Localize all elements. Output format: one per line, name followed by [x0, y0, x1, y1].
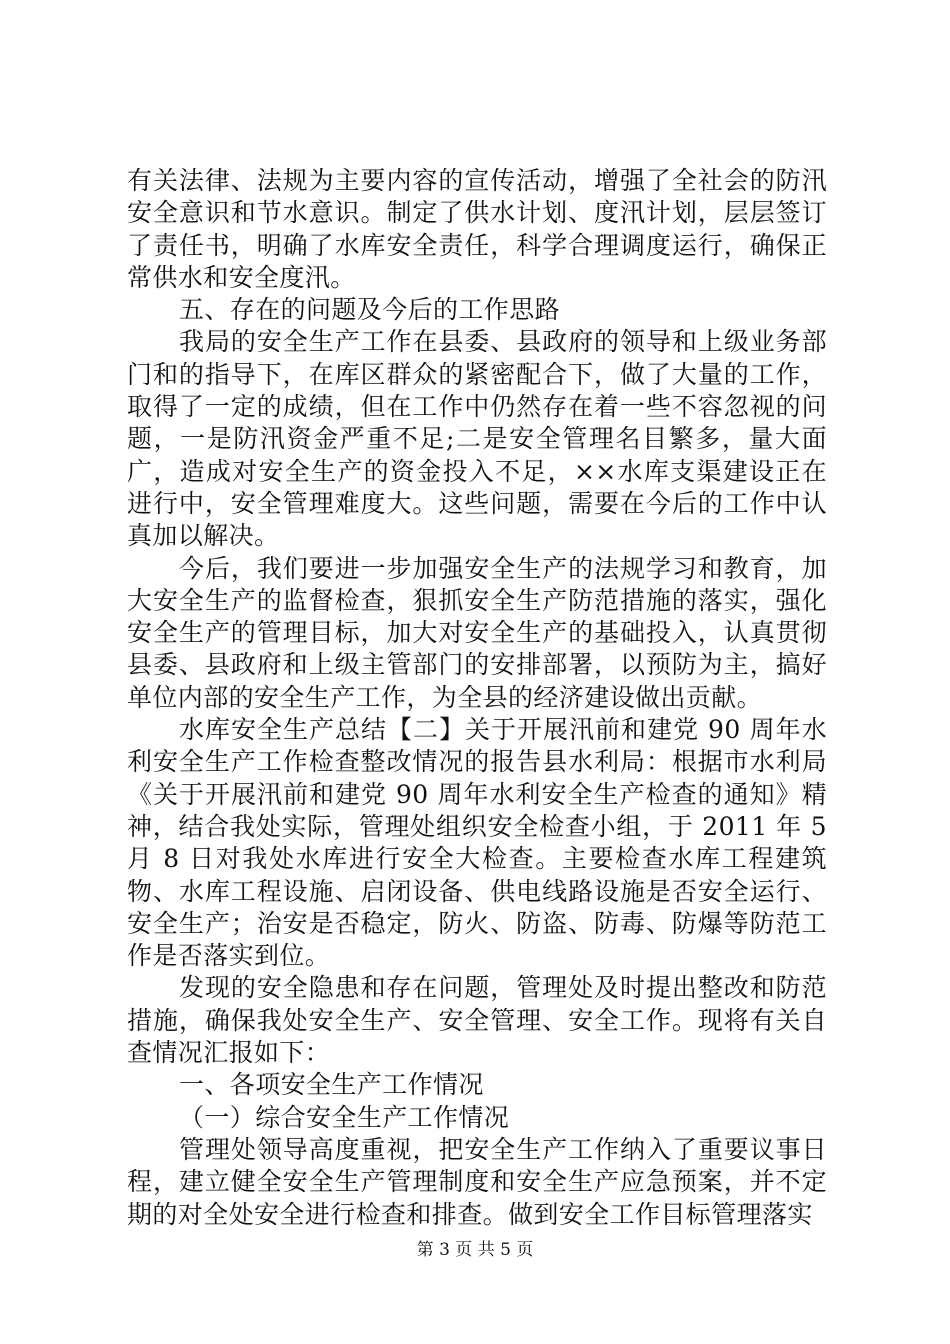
subsection-heading: （一）综合安全生产工作情况 [179, 1102, 510, 1132]
paragraph: 发现的安全隐患和存在问题，管理处及时提出整改和防范措施，确保我处安全生产、安全管理、安全工作。现将有关自查情况汇报如下： [127, 973, 827, 1068]
section-heading: 一、各项安全生产工作情况 [179, 1070, 484, 1100]
section-heading: 五、存在的问题及今后的工作思路 [179, 295, 561, 325]
paragraph: 管理处领导高度重视，把安全生产工作纳入了重要议事日程，建立健全安全生产管理制度和安全生产应急预案，并不定期的对全处安全进行检查和排查。做到安全工作目标管理落实 [127, 1134, 827, 1229]
paragraph: 今后，我们要进一步加强安全生产的法规学习和教育，加大安全生产的监督检查，狠抓安全生产防范措施的落实，强化安全生产的管理目标，加大对安全生产的基础投入，认真贯彻县委、县政府和上级主管部门的安排部署，以预防为主，搞好单位内部的安全生产工作，为全县的经济建设做出贡献。 [127, 553, 827, 712]
page-footer [0, 1240, 950, 1260]
document-body [127, 165, 827, 1231]
page-number: 第 3 页 共 5 页 [416, 1240, 534, 1260]
paragraph: 有关法律、法规为主要内容的宣传活动，增强了全社会的防汛安全意识和节水意识。制定了供水计划、度汛计划，层层签订了责任书，明确了水库安全责任，科学合理调度运行，确保正常供水和安全度汛。 [127, 166, 827, 292]
paragraph: 水库安全生产总结【二】关于开展汛前和建党 90 周年水利安全生产工作检查整改情况的报告县水利局：根据市水利局《关于开展汛前和建党 90 周年水利安全生产检查的通知》精神，结合我处实际，管理处组织安全检查小组，于 2011 年 5 月 8 日对我处水库进行安全大检查。主要检查水库工程建筑物、水库工程设施、启闭设备、供电线路设施是否安全运行、安全生产；治安是否稳定，防火、防盗、防毒、防爆等防范工作是否落实到位。 [127, 715, 827, 971]
paragraph: 我局的安全生产工作在县委、县政府的领导和上级业务部门和的指导下，在库区群众的紧密配合下，做了大量的工作，取得了一定的成绩，但在工作中仍然存在着一些不容忽视的问题，一是防汛资金严重不足;二是安全管理名目繁多，量大面广，造成对安全生产的资金投入不足，××水库支渠建设正在进行中，安全管理难度大。这些问题，需要在今后的工作中认真加以解决。 [127, 327, 827, 551]
